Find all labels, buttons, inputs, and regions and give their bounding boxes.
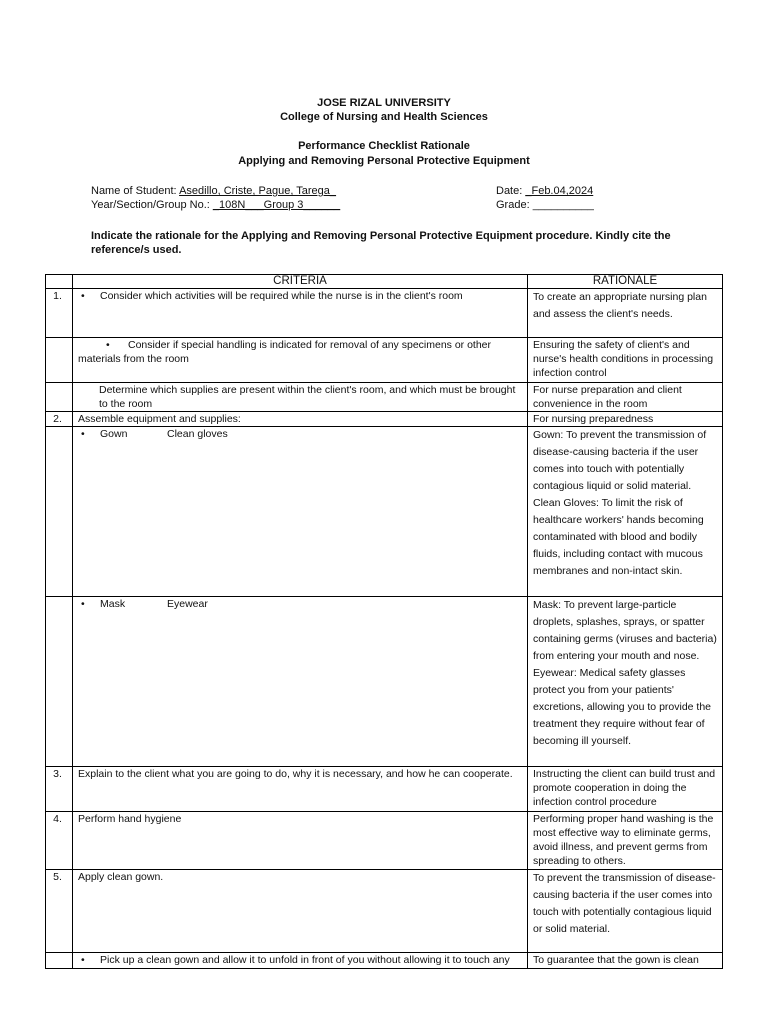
criteria-text: Pick up a clean gown and allow it to unfold in front of you without allowing it to touch any (100, 954, 510, 966)
criteria-text: Consider which activities will be required while the nurse is in the client's room (100, 290, 463, 302)
criteria-item-eyewear: Eyewear (167, 598, 208, 610)
bullet-icon: • (106, 339, 110, 351)
table-header-row (46, 275, 723, 289)
rationale-cell: Mask: To prevent large-particle droplets, splashes, sprays, or spatter containing germs (viruses and bacteria) from entering your mouth and nose. Eyewear: Medical safety glasses protect you from your patients' excretions, allowing you to provide the treatment they require without fear of becoming ill yourself. (528, 597, 723, 767)
grade-line (496, 198, 594, 212)
section-line (91, 198, 340, 212)
criteria-cell: Assemble equipment and supplies: (73, 412, 528, 427)
criteria-cell: Determine which supplies are present within the client's room, and which must be brought to the room (73, 383, 528, 412)
rationale-cell: To guarantee that the gown is clean (528, 953, 723, 969)
section-value: _108N___Group 3______ (212, 199, 341, 211)
criteria-item-gloves: Clean gloves (167, 428, 228, 440)
document-subtitle: Applying and Removing Personal Protective Equipment (238, 155, 530, 167)
student-name-label: Name of Student: (91, 185, 177, 197)
criteria-cell (73, 953, 528, 969)
table-row (46, 812, 723, 870)
row-number (46, 597, 73, 767)
grade-value: __________ (532, 199, 594, 211)
university-name: JOSE RIZAL UNIVERSITY (317, 97, 451, 109)
rationale-cell: Gown: To prevent the transmission of disease-causing bacteria if the user comes into touch with potentially contagious liquid or solid material. Clean Gloves: To limit the risk of healthcare workers' hands becoming contaminated with blood and bodily fluids, including contact with mucous membranes and non-intact skin. (528, 427, 723, 597)
rationale-cell: For nursing preparedness (528, 412, 723, 427)
criteria-item-mask: Mask (100, 598, 126, 610)
checklist-table (45, 274, 723, 969)
rationale-cell: To prevent the transmission of disease-causing bacteria if the user comes into touch with potentially contagious liquid or solid material. (528, 870, 723, 953)
table-row (46, 338, 723, 383)
table-row (46, 289, 723, 338)
bullet-icon: • (81, 428, 85, 440)
date-label: Date: (496, 185, 523, 197)
criteria-cell (73, 427, 528, 597)
row-number: 2. (46, 412, 73, 427)
criteria-cell: Apply clean gown. (73, 870, 528, 953)
bullet-icon: • (81, 954, 85, 966)
student-name-line (91, 184, 336, 198)
table-row (46, 597, 723, 767)
criteria-cell: Perform hand hygiene (73, 812, 528, 870)
table-row (46, 412, 723, 427)
date-line (496, 184, 593, 198)
instructions-text: Indicate the rationale for the Applying and Removing Personal Protective Equipment procedure. Kindly cite the reference/s used. (91, 230, 671, 256)
criteria-cell (73, 289, 528, 338)
table-row (46, 383, 723, 412)
table-row (46, 767, 723, 812)
row-number: 4. (46, 812, 73, 870)
criteria-cell (73, 597, 528, 767)
rationale-cell: Ensuring the safety of client's and nurse's health conditions in processing infection control (528, 338, 723, 383)
row-number: 3. (46, 767, 73, 812)
bullet-icon: • (81, 598, 85, 610)
rationale-header: RATIONALE (528, 275, 723, 289)
criteria-item-gown: Gown (100, 428, 128, 440)
bullet-icon: • (81, 290, 85, 302)
criteria-text: Consider if special handling is indicated for removal of any specimens or other materials from the room (78, 339, 492, 365)
student-name-value: Asedillo, Criste, Pague, Tarega_ (179, 185, 337, 197)
college-name: College of Nursing and Health Sciences (280, 111, 488, 123)
table-row (46, 427, 723, 597)
section-label: Year/Section/Group No.: (91, 199, 210, 211)
criteria-cell (73, 338, 528, 383)
row-number: 1. (46, 289, 73, 338)
rationale-cell: Performing proper hand washing is the most effective way to eliminate germs, avoid illness, and prevent germs from spreading to others. (528, 812, 723, 870)
document-title: Performance Checklist Rationale (298, 140, 470, 152)
rationale-cell: Instructing the client can build trust and promote cooperation in doing the infection control procedure (528, 767, 723, 812)
row-number: 5. (46, 870, 73, 953)
table-row (46, 953, 723, 969)
row-number (46, 427, 73, 597)
date-value: _Feb.04,2024 (525, 185, 594, 197)
row-number (46, 953, 73, 969)
row-number (46, 338, 73, 383)
row-number (46, 383, 73, 412)
criteria-header: CRITERIA (73, 275, 528, 289)
table-row (46, 870, 723, 953)
header-number-cell (46, 275, 73, 289)
rationale-cell: To create an appropriate nursing plan and assess the client's needs. (528, 289, 723, 338)
rationale-cell: For nurse preparation and client convenience in the room (528, 383, 723, 412)
grade-label: Grade: (496, 199, 530, 211)
criteria-cell: Explain to the client what you are going to do, why it is necessary, and how he can cooperate. (73, 767, 528, 812)
